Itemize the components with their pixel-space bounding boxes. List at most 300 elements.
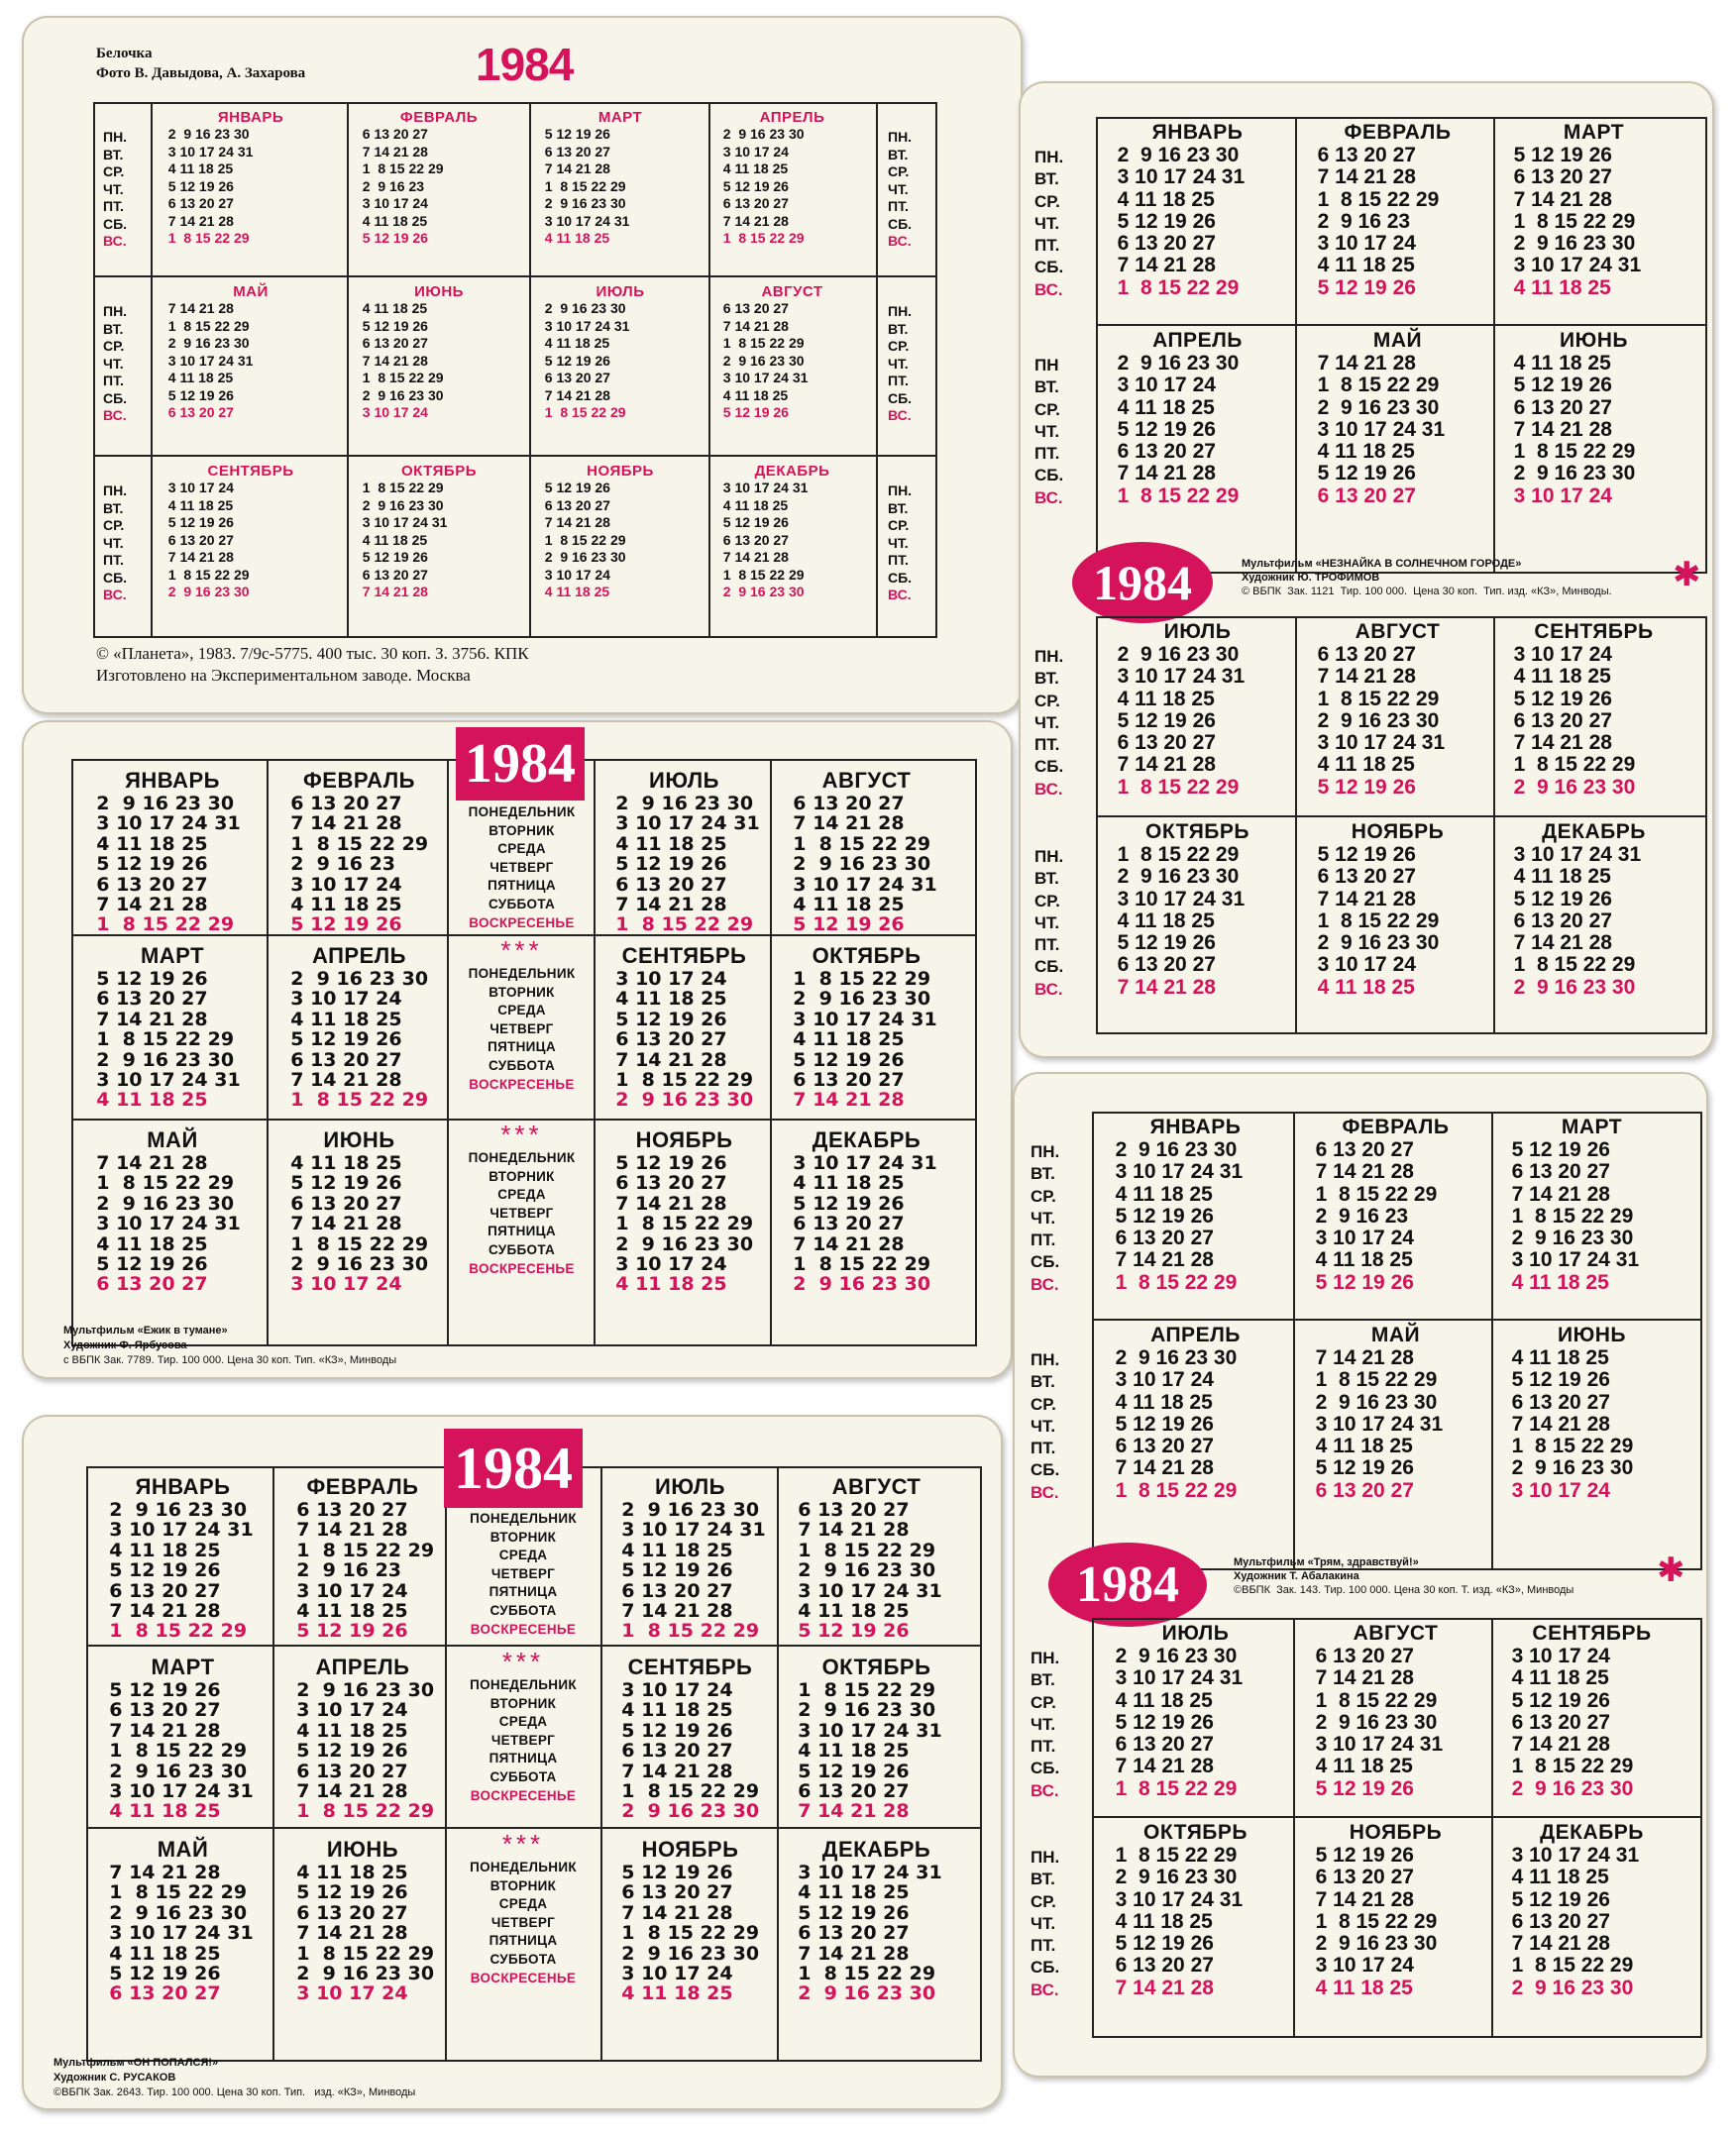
weekday-label: ЧТ. <box>1031 1913 1056 1933</box>
week-row: 4 11 18 25 <box>283 1719 408 1742</box>
calendar-card-tryam <box>1013 1072 1708 2078</box>
month-block <box>83 768 262 935</box>
week-row: 3 10 17 24 31 <box>1104 1887 1244 1911</box>
month-name: МАЙ <box>157 1837 209 1862</box>
weekday-label: СР. <box>1034 691 1060 710</box>
week-row: 5 12 19 26 <box>780 1048 905 1071</box>
week-row: 4 11 18 25 <box>785 1600 910 1623</box>
weekday-column <box>888 129 912 251</box>
week-row: 2 9 16 23 30 <box>602 793 754 814</box>
weekday-label: ВС. <box>1034 487 1063 507</box>
weekday-label: ПТ. <box>103 198 124 214</box>
weekday-full-name: СРЕДА <box>498 1896 548 1912</box>
month-name: МАРТ <box>140 943 205 968</box>
week-row: 1 8 15 22 29 <box>1306 374 1440 397</box>
week-row: 5 12 19 26 <box>283 1881 408 1904</box>
week-row: 6 13 20 27 <box>780 1069 905 1092</box>
week-row: 4 11 18 25 <box>1304 1755 1413 1778</box>
week-row: 5 12 19 26 <box>1106 209 1216 233</box>
week-row: 4 11 18 25 <box>537 230 610 246</box>
weekday-label: ЧТ. <box>1034 912 1060 932</box>
month-block <box>780 1127 953 1295</box>
week-row: 2 9 16 23 30 <box>283 1963 435 1985</box>
week-row: 7 14 21 28 <box>1106 254 1216 277</box>
weekday-label: ВТ. <box>1031 1164 1055 1184</box>
weekday-label: ПТ. <box>888 552 909 568</box>
week-row: 5 12 19 26 <box>96 1679 221 1701</box>
week-row: 4 11 18 25 <box>1106 187 1215 211</box>
month-block <box>355 109 523 248</box>
week-row: 2 9 16 23 30 <box>1500 1976 1634 1999</box>
week-row: 4 11 18 25 <box>780 894 905 916</box>
weekday-full-name: ПОНЕДЕЛЬНИК <box>470 1677 577 1692</box>
weekday-label: ВТ. <box>103 499 124 516</box>
week-row: 4 11 18 25 <box>1500 1270 1609 1294</box>
week-row: 7 14 21 28 <box>1306 352 1416 374</box>
print-info: ©ВБПК Зак. 143. Тир. 100 000. Цена 30 коп. Т. изд. «КЗ», Минводы <box>1234 1584 1574 1596</box>
weekday-label: ПН. <box>888 482 913 498</box>
week-row: 2 9 16 23 30 <box>1306 931 1440 955</box>
week-row: 6 13 20 27 <box>277 793 402 814</box>
cartoon-title: Мультфильм «НЕЗНАЙКА В СОЛНЕЧНОМ ГОРОДЕ» <box>1242 558 1522 570</box>
print-info: ©ВБПК Зак. 2643. Тир. 100 000. Цена 30 коп. Тип. изд. «КЗ», Минводы <box>54 2086 416 2098</box>
weekday-full-name: ЧЕТВЕРГ <box>490 1914 556 1930</box>
week-row: 6 13 20 27 <box>96 1982 221 2005</box>
week-row: 4 11 18 25 <box>277 1152 402 1174</box>
month-block <box>1104 1324 1287 1502</box>
weekday-label: ВС. <box>1031 1979 1059 1999</box>
week-row: 3 10 17 24 31 <box>1104 1160 1244 1184</box>
week-row: 4 11 18 25 <box>277 894 402 916</box>
weekday-column <box>1031 1648 1059 1802</box>
week-row: 2 9 16 23 30 <box>1106 865 1240 889</box>
week-row: 1 8 15 22 29 <box>83 1028 235 1051</box>
week-row: 2 9 16 23 30 <box>715 352 805 369</box>
week-row: 1 8 15 22 29 <box>1106 843 1240 866</box>
weekday-label: СР. <box>103 163 125 179</box>
week-row: 3 10 17 24 31 <box>1500 1248 1640 1272</box>
weekday-column <box>888 303 912 425</box>
week-row: 3 10 17 24 31 <box>161 143 254 160</box>
month-name: ИЮЛЬ <box>649 768 719 793</box>
week-row: 6 13 20 27 <box>1502 708 1612 732</box>
week-row: 4 11 18 25 <box>161 370 234 385</box>
week-row: 5 12 19 26 <box>1306 462 1416 485</box>
week-row: 5 12 19 26 <box>785 1901 910 1924</box>
week-row: 2 9 16 23 30 <box>1502 232 1636 256</box>
week-row: 6 13 20 27 <box>1104 1435 1214 1458</box>
week-row: 6 13 20 27 <box>608 1881 733 1904</box>
month-block <box>537 109 704 248</box>
week-row: 1 8 15 22 29 <box>1306 909 1440 932</box>
week-row: 7 14 21 28 <box>602 1192 727 1215</box>
month-name: АПРЕЛЬ <box>1152 329 1243 352</box>
month-block <box>83 1127 262 1295</box>
month-block <box>1502 820 1685 999</box>
week-row: 5 12 19 26 <box>96 1559 221 1582</box>
month-name: АВГУСТ <box>831 1474 922 1499</box>
weekday-full-name: ЧЕТВЕРГ <box>490 1732 556 1748</box>
week-row: 2 9 16 23 30 <box>1106 144 1240 166</box>
week-row: 4 11 18 25 <box>283 1600 408 1623</box>
month-block <box>1500 1324 1683 1502</box>
weekday-label: ВТ. <box>103 146 124 162</box>
weekday-label: ВС. <box>888 233 912 249</box>
week-row: 7 14 21 28 <box>161 300 234 316</box>
stars-divider: *** <box>501 1829 545 1859</box>
week-row: 4 11 18 25 <box>602 1273 727 1296</box>
weekday-label: СР. <box>1034 191 1060 211</box>
week-row: 7 14 21 28 <box>96 1862 221 1883</box>
week-row: 1 8 15 22 29 <box>602 913 754 936</box>
week-row: 1 8 15 22 29 <box>780 968 931 990</box>
week-row: 2 9 16 23 30 <box>785 1699 936 1722</box>
weekday-label: СБ. <box>1034 757 1064 777</box>
week-row: 6 13 20 27 <box>83 873 208 896</box>
week-row: 7 14 21 28 <box>355 352 428 369</box>
week-row: 4 11 18 25 <box>1500 1866 1609 1889</box>
week-row: 6 13 20 27 <box>355 335 428 351</box>
week-row: 3 10 17 24 31 <box>83 1213 241 1235</box>
week-row: 7 14 21 28 <box>1500 1733 1610 1757</box>
weekday-legend <box>449 1510 597 1639</box>
week-row: 2 9 16 23 30 <box>96 1760 248 1782</box>
week-row: 5 12 19 26 <box>1304 1844 1414 1867</box>
week-row: 7 14 21 28 <box>355 143 428 160</box>
month-block <box>1306 121 1489 299</box>
month-block <box>1106 620 1289 799</box>
weekday-full-name: ВОСКРЕСЕНЬЕ <box>469 1076 575 1092</box>
week-row: 3 10 17 24 31 <box>161 352 254 369</box>
month-name: ДЕКАБРЬ <box>1540 1821 1644 1844</box>
month-block <box>715 283 869 422</box>
weekday-label: СБ. <box>888 569 913 586</box>
week-row: 4 11 18 25 <box>1500 1346 1609 1369</box>
week-row: 3 10 17 24 <box>277 873 402 896</box>
week-row: 5 12 19 26 <box>277 1172 402 1195</box>
month-name: АПРЕЛЬ <box>1150 1324 1241 1346</box>
week-row: 6 13 20 27 <box>283 1499 408 1521</box>
weekday-label: ЧТ. <box>1034 421 1060 441</box>
weekday-full-name: СРЕДА <box>497 841 546 857</box>
week-row: 3 10 17 24 31 <box>537 212 630 229</box>
week-row: 4 11 18 25 <box>608 1539 733 1561</box>
week-row: 1 8 15 22 29 <box>608 1922 760 1945</box>
month-block <box>785 1837 968 2004</box>
week-row: 1 8 15 22 29 <box>1304 1688 1438 1712</box>
month-block <box>277 943 441 1111</box>
week-row: 6 13 20 27 <box>1106 440 1216 464</box>
weekday-label: ПТ. <box>103 552 124 568</box>
weekday-full-name: СУББОТА <box>489 1768 557 1784</box>
week-row: 7 14 21 28 <box>1304 1346 1414 1369</box>
month-block <box>1502 329 1685 507</box>
week-row: 1 8 15 22 29 <box>355 480 444 495</box>
month-name: СЕНТЯБРЬ <box>627 1655 753 1679</box>
weekday-full-name: СРЕДА <box>497 1187 546 1203</box>
weekday-column <box>103 482 127 604</box>
week-row: 1 8 15 22 29 <box>785 1679 936 1701</box>
week-row: 7 14 21 28 <box>83 1008 208 1030</box>
week-row: 6 13 20 27 <box>161 195 234 211</box>
week-row: 1 8 15 22 29 <box>96 1740 248 1763</box>
week-row: 2 9 16 23 30 <box>96 1499 248 1521</box>
week-row: 6 13 20 27 <box>96 1579 221 1602</box>
week-row: 6 13 20 27 <box>283 1901 408 1924</box>
weekday-label: ВТ. <box>1031 1870 1055 1889</box>
weekday-label: ПТ. <box>1031 1230 1056 1250</box>
week-row: 1 8 15 22 29 <box>1104 1270 1238 1294</box>
weekday-full-name: ПЯТНИЦА <box>488 1584 558 1600</box>
year-oval: 1984 <box>1048 1543 1207 1627</box>
month-block <box>1106 820 1289 999</box>
month-block <box>602 1127 766 1295</box>
week-row: 5 12 19 26 <box>1104 1204 1214 1228</box>
week-row: 2 9 16 23 30 <box>608 1499 760 1521</box>
weekday-full-name: СРЕДА <box>498 1548 548 1563</box>
week-row: 6 13 20 27 <box>1106 232 1216 256</box>
cartoon-title: Мультфильм «ОН ПОПАЛСЯ!» <box>54 2057 219 2069</box>
week-row: 6 13 20 27 <box>355 126 428 142</box>
week-row: 3 10 17 24 31 <box>83 812 241 835</box>
week-row: 3 10 17 24 <box>608 1963 733 1985</box>
month-block <box>96 1655 270 1822</box>
week-row: 3 10 17 24 <box>283 1982 408 2005</box>
week-row: 6 13 20 27 <box>1500 1909 1610 1933</box>
week-row: 3 10 17 24 31 <box>715 480 809 495</box>
week-row: 5 12 19 26 <box>780 913 905 936</box>
week-row: 6 13 20 27 <box>715 195 789 211</box>
month-block <box>780 768 953 935</box>
week-row: 1 8 15 22 29 <box>161 317 250 334</box>
weekday-full-name: СУББОТА <box>488 1057 556 1073</box>
week-row: 7 14 21 28 <box>1306 165 1416 189</box>
month-block <box>283 1474 442 1642</box>
card-title: Белочка <box>96 46 153 61</box>
asterisk-icon: ✱ <box>1673 556 1701 593</box>
week-row: 5 12 19 26 <box>355 549 428 565</box>
week-row: 1 8 15 22 29 <box>83 913 235 936</box>
week-row: 1 8 15 22 29 <box>161 566 250 583</box>
year-badge: 1984 <box>444 1429 583 1508</box>
week-row: 2 9 16 23 30 <box>1106 352 1240 374</box>
week-row: 5 12 19 26 <box>715 177 789 194</box>
week-row: 6 13 20 27 <box>1502 165 1612 189</box>
week-row: 6 13 20 27 <box>785 1499 910 1521</box>
week-row: 5 12 19 26 <box>1106 708 1216 732</box>
month-block <box>96 1474 270 1642</box>
weekday-label: СБ. <box>1031 1759 1060 1778</box>
week-row: 3 10 17 24 <box>355 404 428 420</box>
month-block <box>1500 1116 1683 1294</box>
week-row: 1 8 15 22 29 <box>1304 1909 1438 1933</box>
week-row: 2 9 16 23 30 <box>537 195 626 211</box>
month-name: ЯНВАРЬ <box>125 768 220 793</box>
week-row: 4 11 18 25 <box>1502 352 1611 374</box>
week-row: 1 8 15 22 29 <box>1106 483 1240 507</box>
week-row: 7 14 21 28 <box>283 1780 408 1803</box>
month-block <box>715 463 869 601</box>
week-row: 3 10 17 24 31 <box>1304 1412 1444 1436</box>
week-row: 7 14 21 28 <box>1104 1248 1214 1272</box>
week-row: 4 11 18 25 <box>1104 1688 1213 1712</box>
week-row: 2 9 16 23 30 <box>785 1559 936 1582</box>
weekday-label: ВС. <box>888 407 912 423</box>
week-row: 4 11 18 25 <box>1500 1666 1609 1690</box>
month-block <box>96 1837 270 2004</box>
weekday-label: ВС. <box>103 233 127 249</box>
weekday-label: СР. <box>1031 1692 1056 1712</box>
week-row: 6 13 20 27 <box>1306 483 1416 507</box>
month-block <box>277 768 441 935</box>
weekday-column <box>1031 1847 1059 2001</box>
week-row: 6 13 20 27 <box>1502 395 1612 419</box>
week-row: 1 8 15 22 29 <box>785 1539 936 1561</box>
week-row: 2 9 16 23 30 <box>1104 1138 1238 1161</box>
weekday-label: ПН. <box>1031 1848 1060 1867</box>
week-row: 1 8 15 22 29 <box>537 531 626 548</box>
month-name: НОЯБРЬ <box>1351 820 1445 843</box>
weekday-label: ПН. <box>1034 847 1064 866</box>
calendar-card-on-popalsya <box>22 1415 1003 2110</box>
weekday-label: ЧТ. <box>1031 1416 1056 1436</box>
week-row: 1 8 15 22 29 <box>1304 1368 1438 1392</box>
weekday-label: ПН. <box>103 129 128 145</box>
week-row: 4 11 18 25 <box>1106 687 1215 710</box>
week-row: 6 13 20 27 <box>1306 144 1416 166</box>
month-name: АВГУСТ <box>1353 1622 1439 1645</box>
weekday-legend <box>450 803 594 932</box>
week-row: 5 12 19 26 <box>1500 1138 1610 1161</box>
month-block <box>1304 1116 1487 1294</box>
week-row: 4 11 18 25 <box>1306 440 1415 464</box>
week-row: 7 14 21 28 <box>780 812 905 835</box>
month-name: ИЮЛЬ <box>655 1474 725 1499</box>
month-name: АВГУСТ <box>761 283 823 300</box>
week-row: 7 14 21 28 <box>96 1600 221 1623</box>
week-row: 5 12 19 26 <box>96 1963 221 1985</box>
week-row: 4 11 18 25 <box>1502 665 1611 689</box>
week-row: 3 10 17 24 31 <box>1104 1666 1244 1690</box>
weekday-label: ВТ. <box>1034 377 1059 397</box>
week-row: 5 12 19 26 <box>1502 887 1612 910</box>
month-name: ИЮЛЬ <box>1161 1622 1230 1645</box>
week-row: 4 11 18 25 <box>283 1862 408 1883</box>
week-row: 6 13 20 27 <box>1104 1733 1214 1757</box>
weekday-label: ВТ. <box>1031 1670 1055 1690</box>
month-name: АПРЕЛЬ <box>759 109 825 126</box>
week-row: 7 14 21 28 <box>277 812 402 835</box>
weekday-full-name: ПОНЕДЕЛЬНИК <box>470 1860 577 1874</box>
print-info: с ВБПК Зак. 7789. Тир. 100 000. Цена 30 коп. Тип. «КЗ», Минводы <box>63 1354 397 1366</box>
week-row: 7 14 21 28 <box>1502 731 1612 755</box>
week-row: 7 14 21 28 <box>537 514 610 530</box>
week-row: 2 9 16 23 30 <box>602 1232 754 1255</box>
week-row: 6 13 20 27 <box>602 873 727 896</box>
week-row: 7 14 21 28 <box>785 1942 910 1965</box>
month-name: МАРТ <box>597 109 643 126</box>
weekday-label: ПН. <box>1031 1142 1060 1161</box>
week-row: 3 10 17 24 31 <box>96 1519 254 1542</box>
artist-credit: Художник Т. Абалакина <box>1234 1570 1359 1582</box>
week-row: 4 11 18 25 <box>785 1881 910 1904</box>
week-row: 4 11 18 25 <box>537 335 610 351</box>
week-row: 5 12 19 26 <box>283 1740 408 1763</box>
month-name: ИЮНЬ <box>1559 329 1628 352</box>
week-row: 5 12 19 26 <box>602 1152 727 1174</box>
week-row: 5 12 19 26 <box>602 1008 727 1030</box>
month-name: СЕНТЯБРЬ <box>1534 620 1654 643</box>
weekday-label: ВС. <box>1031 1780 1059 1800</box>
week-row: 6 13 20 27 <box>1104 1227 1214 1250</box>
weekday-label: СР. <box>1031 1186 1056 1206</box>
week-row: 3 10 17 24 <box>608 1679 733 1701</box>
week-row: 3 10 17 24 31 <box>1502 254 1642 277</box>
week-row: 5 12 19 26 <box>785 1760 910 1782</box>
month-name: ЯНВАРЬ <box>1149 1116 1242 1138</box>
week-row: 1 8 15 22 29 <box>537 177 626 194</box>
week-row: 7 14 21 28 <box>277 1213 402 1235</box>
weekday-column <box>103 303 127 425</box>
week-row: 6 13 20 27 <box>1104 1954 1214 1978</box>
week-row: 3 10 17 24 <box>1306 232 1416 256</box>
week-row: 3 10 17 24 31 <box>1306 731 1446 755</box>
weekday-label: ВТ. <box>1031 1372 1055 1392</box>
weekday-full-name: ЧЕТВЕРГ <box>490 1565 556 1581</box>
week-row: 5 12 19 26 <box>608 1559 733 1582</box>
weekday-label: ВС. <box>1034 779 1063 799</box>
week-row: 1 8 15 22 29 <box>1106 775 1240 799</box>
weekday-label: ЧТ. <box>888 534 909 551</box>
factory-line: Изготовлено на Экспериментальном заводе. Москва <box>96 666 471 685</box>
week-row: 6 13 20 27 <box>780 1213 905 1235</box>
weekday-full-name: ВТОРНИК <box>488 984 555 1000</box>
week-row: 5 12 19 26 <box>1106 931 1216 955</box>
stars-divider: *** <box>501 1647 545 1676</box>
week-row: 6 13 20 27 <box>83 1273 208 1296</box>
week-row: 1 8 15 22 29 <box>1500 1435 1634 1458</box>
week-row: 7 14 21 28 <box>602 894 727 916</box>
week-row: 4 11 18 25 <box>355 212 428 229</box>
month-name: МАРТ <box>1563 121 1625 144</box>
week-row: 2 9 16 23 30 <box>96 1901 248 1924</box>
month-block <box>1104 1821 1287 1999</box>
week-row: 4 11 18 25 <box>602 988 727 1011</box>
week-row: 3 10 17 24 31 <box>1106 165 1246 189</box>
week-row: 1 8 15 22 29 <box>608 1620 760 1643</box>
weekday-label: СР. <box>888 338 910 354</box>
week-row: 3 10 17 24 <box>537 566 610 583</box>
week-row: 5 12 19 26 <box>715 514 789 530</box>
month-block <box>355 283 523 422</box>
weekday-full-name: ПЯТНИЦА <box>488 1933 558 1949</box>
week-row: 1 8 15 22 29 <box>283 1800 435 1823</box>
artist-credit: Художник Ю. ТРОФИМОВ <box>1242 572 1380 584</box>
week-row: 2 9 16 23 30 <box>1106 643 1240 666</box>
week-row: 6 13 20 27 <box>1304 1866 1414 1889</box>
week-row: 5 12 19 26 <box>537 126 610 142</box>
weekday-full-name: ЧЕТВЕРГ <box>489 1205 554 1221</box>
month-name: МАЙ <box>147 1127 198 1152</box>
week-row: 3 10 17 24 31 <box>1500 1844 1640 1867</box>
month-name: ДЕКАБРЬ <box>754 463 830 480</box>
month-name: ИЮНЬ <box>323 1127 395 1152</box>
week-row: 6 13 20 27 <box>608 1740 733 1763</box>
weekday-label: ВТ. <box>103 320 124 337</box>
week-row: 7 14 21 28 <box>1502 417 1612 441</box>
weekday-label: СР. <box>1031 1891 1056 1911</box>
week-row: 5 12 19 26 <box>1502 687 1612 710</box>
